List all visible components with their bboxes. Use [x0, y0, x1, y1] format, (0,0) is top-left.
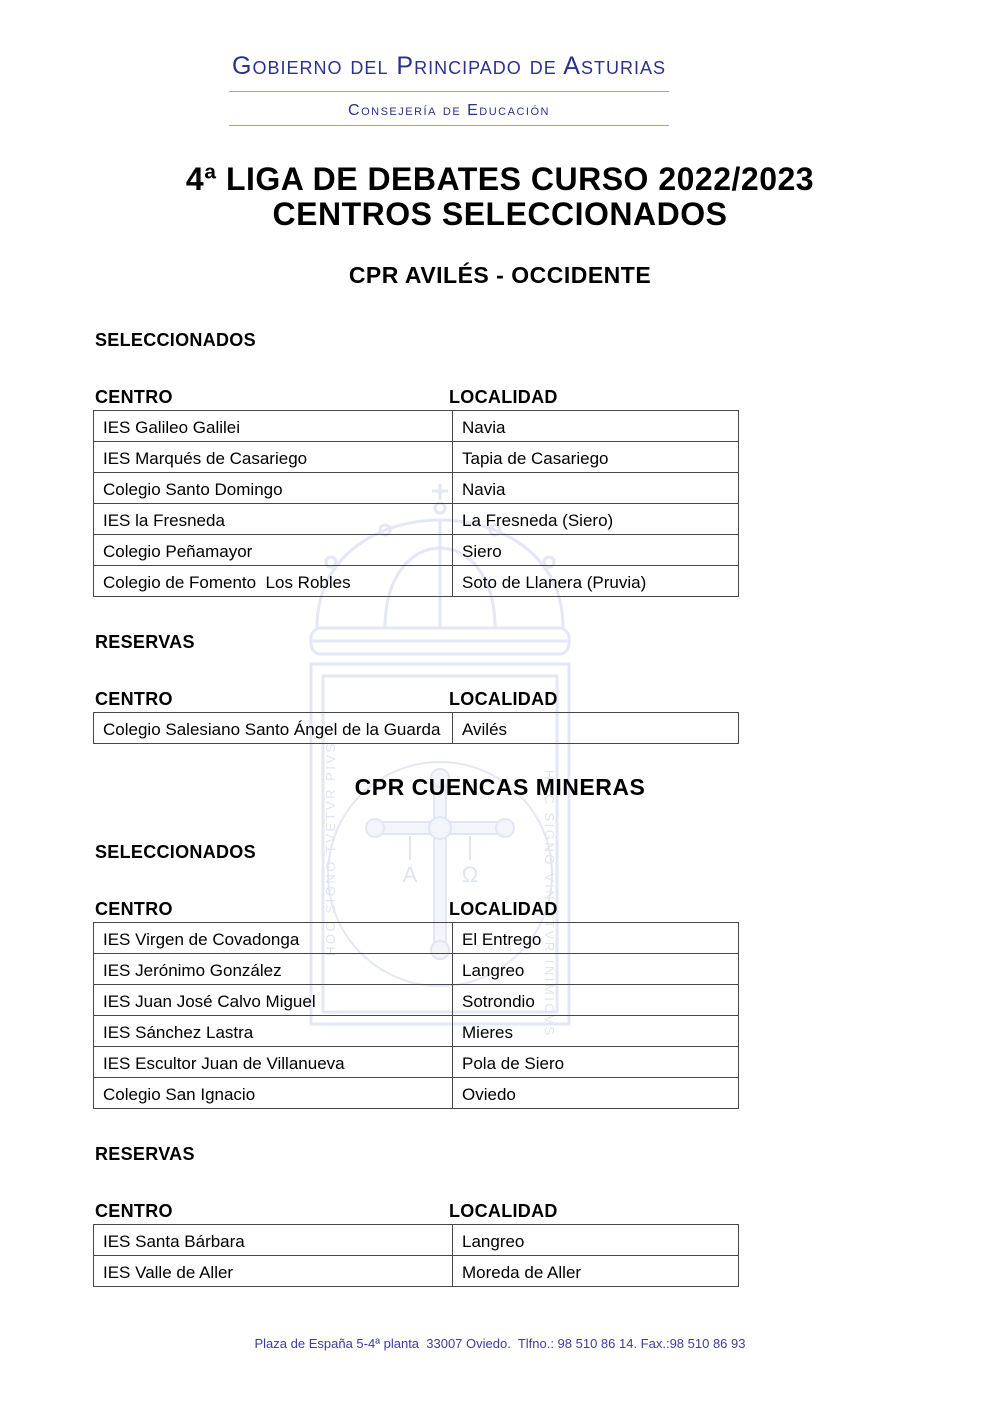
table-row — [94, 411, 739, 442]
localidad-cell: Sotrondio — [453, 985, 739, 1016]
government-name: Gobierno del Principado de Asturias — [232, 52, 666, 80]
centro-cell: IES Galileo Galilei — [94, 411, 453, 442]
table-row — [94, 1016, 739, 1047]
centro-cell: IES Virgen de Covadonga — [94, 923, 453, 954]
group-label: SELECCIONADOS — [95, 330, 256, 350]
group-label: SELECCIONADOS — [95, 842, 256, 862]
column-header-localidad: LOCALIDAD — [449, 899, 558, 919]
localidad-cell: Oviedo — [453, 1078, 739, 1109]
centro-cell: Colegio Peñamayor — [94, 535, 453, 566]
centro-cell: IES Sánchez Lastra — [94, 1016, 453, 1047]
footer-address: Plaza de España 5-4ª planta 33007 Oviedo. Tlfno.: 98 510 86 14. Fax.:98 510 86 93 — [254, 1336, 746, 1351]
localidad-cell: Pola de Siero — [453, 1047, 739, 1078]
schools-table — [93, 922, 739, 1109]
table-row — [94, 1047, 739, 1078]
omega-glyph: Ω — [461, 862, 479, 887]
localidad-cell: El Entrego — [453, 923, 739, 954]
table-row — [94, 713, 739, 744]
column-header-centro: CENTRO — [95, 1201, 173, 1221]
section-title: CPR AVILÉS - OCCIDENTE — [348, 262, 652, 288]
localidad-cell: Soto de Llanera (Pruvia) — [453, 566, 739, 597]
localidad-cell: Navia — [453, 473, 739, 504]
section-title: CPR CUENCAS MINERAS — [354, 774, 646, 800]
table-column-headers — [93, 690, 739, 709]
group-label: RESERVAS — [95, 1144, 195, 1164]
localidad-cell: Moreda de Aller — [453, 1256, 739, 1287]
column-header-localidad: LOCALIDAD — [449, 689, 558, 709]
localidad-cell: La Fresneda (Siero) — [453, 504, 739, 535]
localidad-cell: Navia — [453, 411, 739, 442]
localidad-cell: Mieres — [453, 1016, 739, 1047]
table-row — [94, 535, 739, 566]
table-row — [94, 985, 739, 1016]
table-column-headers — [93, 1202, 739, 1221]
centro-cell: IES Juan José Calvo Miguel — [94, 985, 453, 1016]
schools-group — [0, 1145, 1000, 1287]
localidad-cell: Tapia de Casariego — [453, 442, 739, 473]
department-name: Consejería de Educación — [348, 102, 550, 119]
localidad-cell: Avilés — [453, 713, 739, 744]
government-letterhead — [229, 0, 669, 126]
schools-group — [0, 633, 1000, 744]
schools-group — [0, 843, 1000, 1109]
centro-cell: Colegio Santo Domingo — [94, 473, 453, 504]
table-column-headers — [93, 900, 739, 919]
table-row — [94, 923, 739, 954]
centro-cell: IES Santa Bárbara — [94, 1225, 453, 1256]
alpha-glyph: Α — [402, 862, 418, 887]
centro-cell: IES Jerónimo González — [94, 954, 453, 985]
column-header-centro: CENTRO — [95, 387, 173, 407]
table-row — [94, 504, 739, 535]
table-row — [94, 442, 739, 473]
group-label: RESERVAS — [95, 632, 195, 652]
centro-cell: IES la Fresneda — [94, 504, 453, 535]
localidad-cell: Langreo — [453, 954, 739, 985]
table-row — [94, 473, 739, 504]
sections — [0, 262, 1000, 1287]
centro-cell: IES Valle de Aller — [94, 1256, 453, 1287]
document-title-line1: 4ª LIGA DE DEBATES CURSO 2022/2023 — [185, 161, 815, 197]
letterhead-divider-top — [229, 91, 669, 92]
table-row — [94, 954, 739, 985]
cpr-section — [0, 262, 1000, 744]
column-header-localidad: LOCALIDAD — [449, 1201, 558, 1221]
table-row — [94, 1256, 739, 1287]
centro-cell: IES Marqués de Casariego — [94, 442, 453, 473]
cpr-section — [0, 774, 1000, 1287]
letterhead-divider-bottom — [229, 125, 669, 126]
table-column-headers — [93, 388, 739, 407]
document-title-line2: CENTROS SELECCIONADOS — [272, 196, 728, 232]
centro-cell: Colegio San Ignacio — [94, 1078, 453, 1109]
centro-cell: Colegio de Fomento Los Robles — [94, 566, 453, 597]
watermark-left-inscription: HOC SIGNO TVETVR PIVS — [323, 741, 338, 956]
schools-table — [93, 712, 739, 744]
table-row — [94, 1078, 739, 1109]
table-row — [94, 566, 739, 597]
localidad-cell: Langreo — [453, 1225, 739, 1256]
centro-cell: IES Escultor Juan de Villanueva — [94, 1047, 453, 1078]
table-row — [94, 1225, 739, 1256]
column-header-centro: CENTRO — [95, 899, 173, 919]
schools-group — [0, 331, 1000, 597]
schools-table — [93, 1224, 739, 1287]
schools-table — [93, 410, 739, 597]
document-title — [0, 162, 1000, 232]
column-header-localidad: LOCALIDAD — [449, 387, 558, 407]
localidad-cell: Siero — [453, 535, 739, 566]
centro-cell: Colegio Salesiano Santo Ángel de la Guarda — [94, 713, 453, 744]
watermark-right-inscription: HOC SIGNO VINCITVR INIMICVS — [542, 770, 557, 1038]
column-header-centro: CENTRO — [95, 689, 173, 709]
